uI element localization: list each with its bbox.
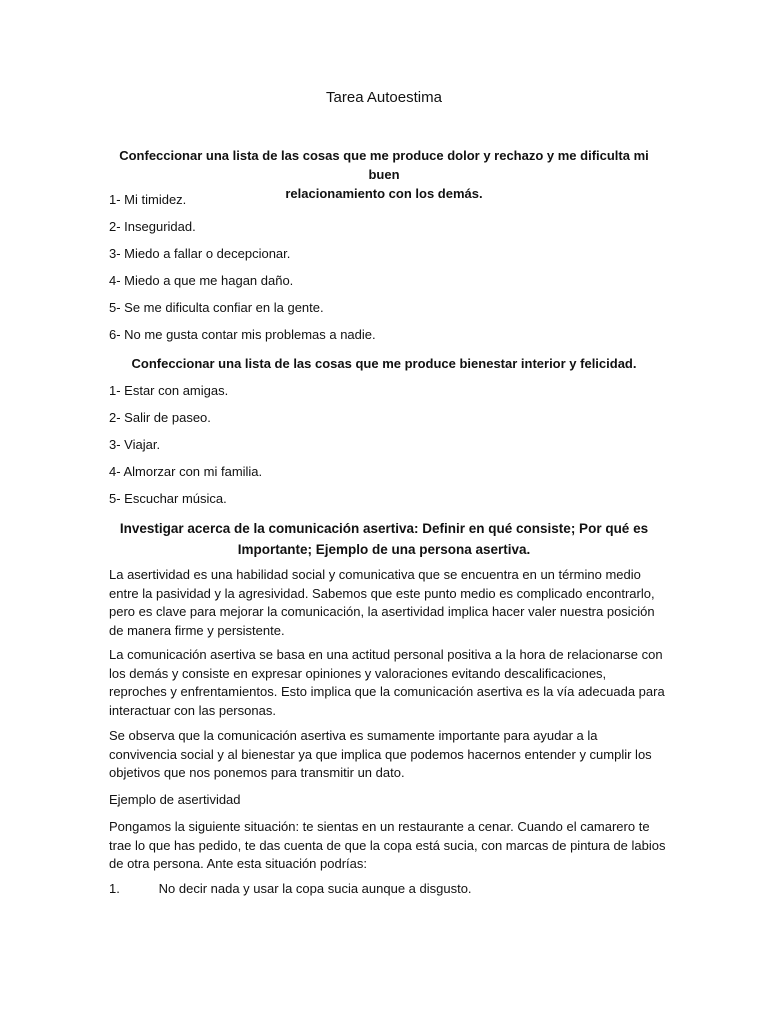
option-1-number: 1. [109, 881, 120, 896]
paragraph-2-line: los demás y consiste en expresar opiniones y valoraciones evitando descalificaciones, [109, 665, 607, 681]
document-title: Tarea Autoestima [326, 89, 442, 106]
section1-item-1: 1- Mi timidez. [109, 192, 187, 207]
example-heading: Ejemplo de asertividad [109, 792, 241, 807]
section1-heading-line1: Confeccionar una lista de las cosas que me produce dolor y rechazo y me dificulta mi buen [119, 148, 649, 182]
paragraph-2 [109, 646, 665, 720]
paragraph-1-line: de manera firme y persistente. [109, 622, 285, 638]
paragraph-2-line: reproches y enfrentamientos. Esto implica que la comunicación asertiva es la vía adecuada para [109, 684, 665, 699]
example-paragraph [109, 818, 666, 874]
section2-item-4: 4- Almorzar con mi familia. [109, 464, 263, 479]
section2-item-3: 3- Viajar. [109, 437, 161, 452]
section2-item-2: 2- Salir de paseo. [109, 410, 211, 425]
paragraph-1 [109, 566, 659, 640]
paragraph-3-line: Se observa que la comunicación asertiva es sumamente importante para ayudar a la [109, 728, 598, 743]
section3-heading-line2: Importante; Ejemplo de una persona asertiva. [237, 542, 531, 557]
paragraph-3 [109, 727, 659, 783]
section3-heading [100, 518, 668, 560]
section2-heading: Confeccionar una lista de las cosas que me produce bienestar interior y felicidad. [131, 356, 637, 371]
paragraph-2-line: La comunicación asertiva se basa en una actitud personal positiva a la hora de relacionarse con [109, 647, 663, 662]
example-paragraph-line: de otra persona. Ante esta situación podrías: [109, 856, 368, 871]
section3-heading-line1: Investigar acerca de la comunicación asertiva: Definir en qué consiste; Por qué es [119, 521, 649, 536]
option-1-text: No decir nada y usar la copa sucia aunque a disgusto. [158, 881, 472, 896]
paragraph-3-line: objetivos que nos ponemos para transmitir un dato. [109, 765, 405, 780]
section1-item-4: 4- Miedo a que me hagan daño. [109, 273, 294, 288]
paragraph-2-line: interactuar con las personas. [109, 702, 276, 718]
paragraph-1-line: pero es clave para mejorar la comunicación, la asertividad implica hacer valer nuestra posición [109, 604, 655, 619]
section2-item-5: 5- Escuchar música. [109, 491, 227, 506]
paragraph-1-line: La asertividad es una habilidad social y comunicativa que se encuentra en un término medio [109, 567, 641, 582]
option-1 [109, 880, 669, 898]
section2-item-1: 1- Estar con amigas. [109, 383, 229, 398]
paragraph-1-line: entre la pasividad y la agresividad. Sabemos que este punto medio es complicado encontrarlo, [109, 585, 655, 601]
paragraph-3-line: convivencia social y al bienestar ya que implica que podemos hacernos entender y cumplir los [109, 746, 652, 762]
section1-item-3: 3- Miedo a fallar o decepcionar. [109, 246, 291, 261]
section1-item-6: 6- No me gusta contar mis problemas a nadie. [109, 327, 376, 342]
example-paragraph-line: Pongamos la siguiente situación: te sientas en un restaurante a cenar. Cuando el camarero te [109, 819, 650, 834]
section1-heading-line2: relacionamiento con los demás. [285, 186, 483, 201]
example-paragraph-line: trae lo que has pedido, te das cuenta de que la copa está sucia, con marcas de pintura de labios [109, 837, 666, 853]
section1-item-5: 5- Se me dificulta confiar en la gente. [109, 300, 324, 315]
section1-item-2: 2- Inseguridad. [109, 219, 196, 234]
